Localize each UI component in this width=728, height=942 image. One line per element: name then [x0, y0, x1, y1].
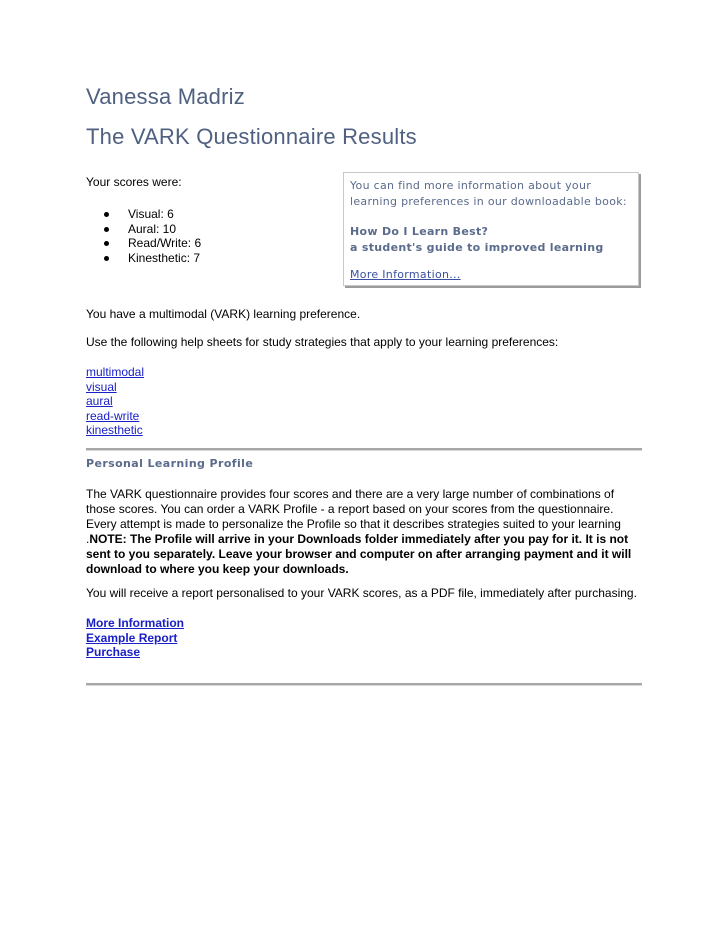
section-divider [86, 448, 642, 451]
bullet-icon [104, 256, 109, 261]
more-information-link[interactable]: More Information [86, 616, 184, 630]
profile-links [86, 616, 184, 660]
score-item-visual: Visual: 6 [104, 207, 201, 222]
link-read-write[interactable]: read-write [86, 408, 140, 423]
link-aural[interactable]: aural [86, 394, 113, 409]
link-visual[interactable]: visual [86, 379, 117, 394]
student-name: Vanessa Madriz [86, 84, 245, 109]
book-more-info-link[interactable]: More Information... [350, 268, 461, 281]
report-text: You will receive a report personalised to your VARK scores, as a PDF file, immediately after purchasing. [86, 586, 637, 600]
score-list [104, 207, 201, 266]
profile-paragraph: The VARK questionnaire provides four scores and there are a very large number of combinations of those scores. You can order a VARK Profile - a report based on your scores from the questionnaire. Every attempt is made to personalize the Profile so that it describes strategies suited to your learning .NOTE: The Profile will arrive in your Downloads folder immediately after you pay for it. It is not sent to you separately. Leave your browser and computer on after arranging payment and it will download to where you keep your downloads. [86, 487, 632, 576]
page-title: The VARK Questionnaire Results [86, 124, 417, 149]
help-sheets-text: Use the following help sheets for study strategies that apply to your learning preferences: [86, 335, 559, 349]
book-subtitle: a student's guide to improved learning [350, 241, 604, 254]
score-item-read-write: Read/Write: 6 [104, 236, 201, 251]
bottom-divider [86, 683, 642, 686]
purchase-link[interactable]: Purchase [86, 645, 141, 659]
book-promo-box [343, 172, 639, 286]
score-item-aural: Aural: 10 [104, 222, 201, 237]
bullet-icon [104, 241, 109, 246]
profile-note: NOTE: The Profile will arrive in your Downloads folder immediately after you pay for it. It is not sent to you separately. Leave your browser and computer on after arranging payment and it will download to where you keep your downloads. [86, 532, 632, 576]
preference-text: You have a multimodal (VARK) learning preference. [86, 307, 361, 321]
scores-label: Your scores were: [86, 175, 182, 189]
example-report-link[interactable]: Example Report [86, 630, 178, 645]
book-promo-intro: You can find more information about your learning preferences in our downloadable book: [350, 179, 627, 208]
bullet-icon [104, 212, 109, 217]
link-multimodal[interactable]: multimodal [86, 365, 145, 379]
score-item-kinesthetic: Kinesthetic: 7 [104, 251, 201, 266]
bullet-icon [104, 227, 109, 232]
book-title: How Do I Learn Best? [350, 225, 489, 238]
profile-heading: Personal Learning Profile [86, 457, 254, 470]
link-kinesthetic[interactable]: kinesthetic [86, 423, 143, 438]
help-links [86, 365, 144, 438]
